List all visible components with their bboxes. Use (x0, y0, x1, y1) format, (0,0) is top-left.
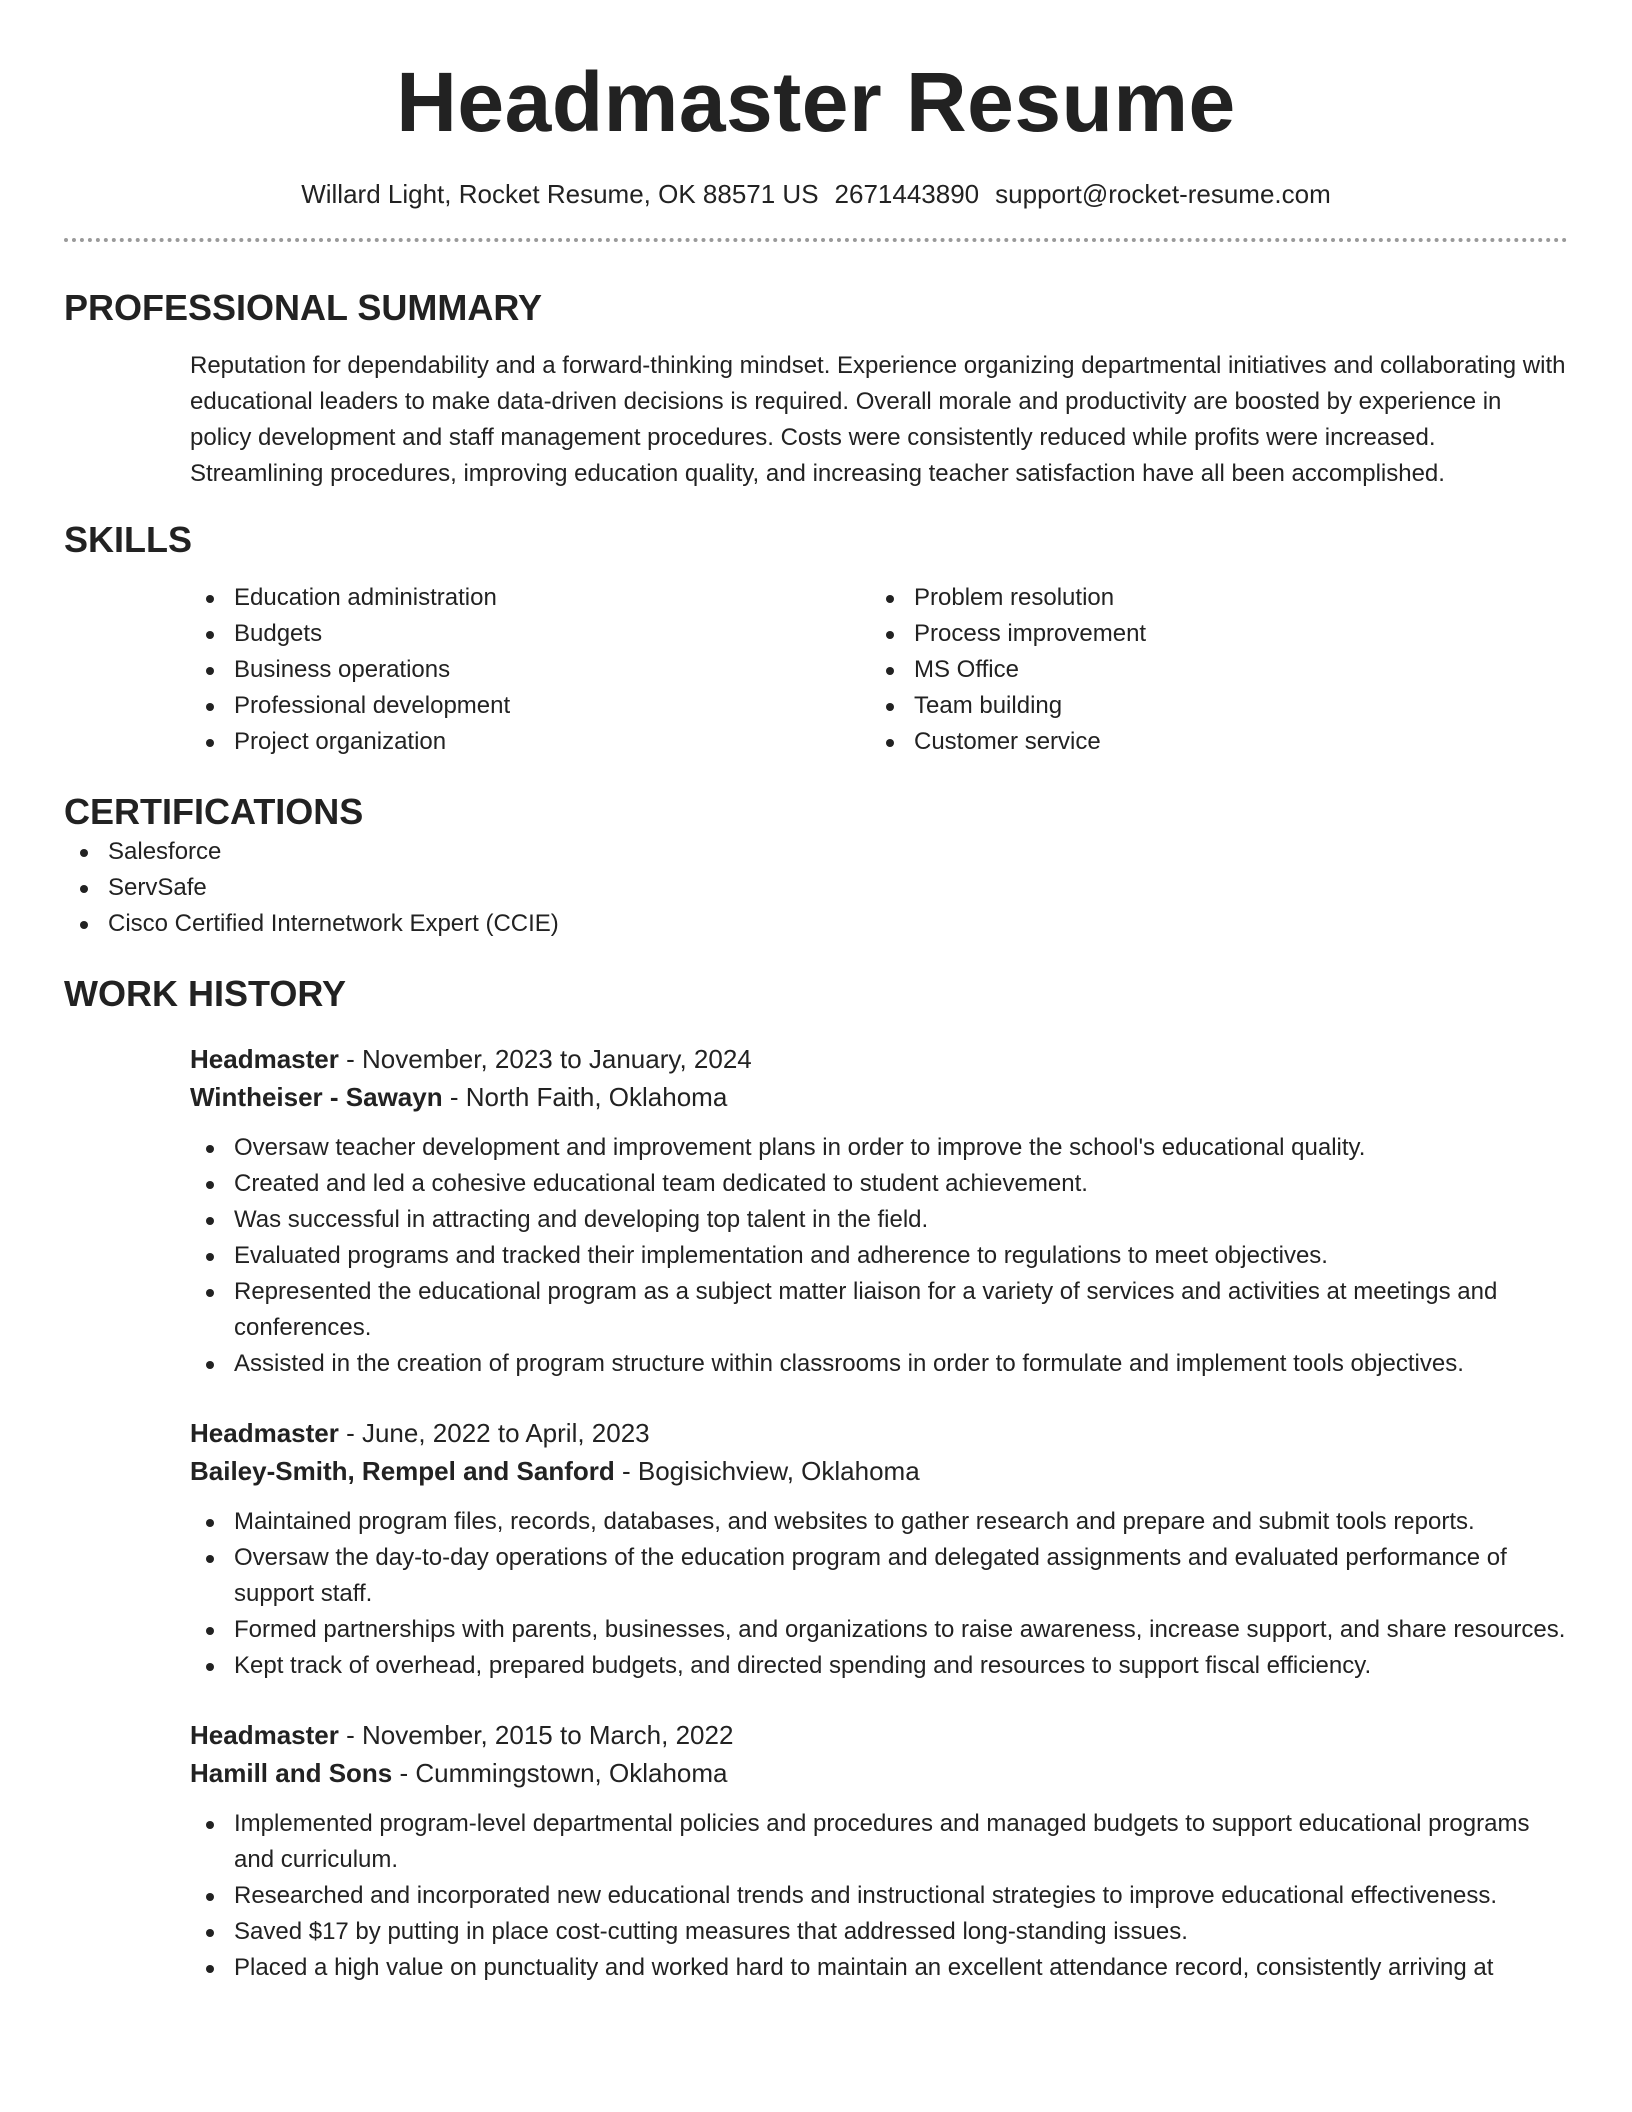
skill-item: Business operations (190, 652, 870, 688)
certifications-heading: CERTIFICATIONS (64, 791, 364, 832)
job-duty: Assisted in the creation of program structure within classrooms in order to formulate and implement tools objectives. (190, 1346, 1568, 1382)
job-duty: Implemented program-level departmental policies and procedures and managed budgets to support educational programs and curriculum. (190, 1806, 1568, 1878)
job-duty: Formed partnerships with parents, businesses, and organizations to raise awareness, increase support, and share resources. (190, 1612, 1568, 1648)
job-location: - Cummingstown, Oklahoma (392, 1758, 728, 1788)
job-location: - Bogisichview, Oklahoma (614, 1456, 920, 1486)
skill-item: Professional development (190, 688, 870, 724)
skill-item: Problem resolution (870, 580, 1550, 616)
skill-item: MS Office (870, 652, 1550, 688)
job-duty: Was successful in attracting and developing top talent in the field. (190, 1202, 1568, 1238)
job-duty: Created and led a cohesive educational team dedicated to student achievement. (190, 1166, 1568, 1202)
skill-item: Team building (870, 688, 1550, 724)
skill-item: Education administration (190, 580, 870, 616)
job-duty: Kept track of overhead, prepared budgets, and directed spending and resources to support fiscal efficiency. (190, 1648, 1568, 1684)
job-duty: Researched and incorporated new educational trends and instructional strategies to improve educational effectiveness. (190, 1878, 1568, 1914)
job-company-line (190, 1754, 1568, 1792)
job-company: Hamill and Sons (190, 1758, 393, 1788)
contact-phone: 2671443890 (834, 179, 980, 209)
header-divider (64, 238, 1568, 242)
job-title-line (190, 1040, 1568, 1078)
contact-line (64, 176, 1568, 212)
skills-columns (190, 580, 1568, 760)
skills-left-list (190, 580, 870, 760)
skill-item: Customer service (870, 724, 1550, 760)
job-entry (190, 1040, 1568, 1382)
certification-item: Salesforce (64, 834, 1568, 870)
job-entry (190, 1716, 1568, 1986)
summary-section (64, 286, 1568, 492)
resume-title: Headmaster Resume (396, 55, 1236, 149)
job-dates: - November, 2023 to January, 2024 (338, 1044, 752, 1074)
contact-email[interactable]: support@rocket-resume.com (995, 179, 1331, 209)
certification-item: ServSafe (64, 870, 1568, 906)
skill-item: Budgets (190, 616, 870, 652)
job-duty: Saved $17 by putting in place cost-cutting measures that addressed long-standing issues. (190, 1914, 1568, 1950)
job-duty: Oversaw the day-to-day operations of the education program and delegated assignments and evaluated performance of support staff. (190, 1540, 1568, 1612)
certification-item: Cisco Certified Internetwork Expert (CCIE) (64, 906, 1568, 942)
job-location: - North Faith, Oklahoma (442, 1082, 728, 1112)
summary-heading: PROFESSIONAL SUMMARY (64, 287, 543, 328)
job-duty: Oversaw teacher development and improvement plans in order to improve the school's educational quality. (190, 1130, 1568, 1166)
job-company-line (190, 1452, 1568, 1490)
work-history-section (64, 972, 1568, 1986)
job-duty: Maintained program files, records, databases, and websites to gather research and prepare and submit tools reports. (190, 1504, 1568, 1540)
skill-item: Project organization (190, 724, 870, 760)
work-history-heading: WORK HISTORY (64, 973, 347, 1014)
job-duty: Placed a high value on punctuality and worked hard to maintain an excellent attendance record, consistently arriving at (190, 1950, 1568, 1986)
skills-right-list (870, 580, 1550, 760)
job-duties-list (190, 1504, 1568, 1684)
job-duties-list (190, 1806, 1568, 1986)
job-duty: Evaluated programs and tracked their implementation and adherence to regulations to meet objectives. (190, 1238, 1568, 1274)
skills-heading: SKILLS (64, 519, 193, 560)
job-dates: - November, 2015 to March, 2022 (338, 1720, 734, 1750)
skills-section (64, 518, 1568, 760)
certifications-section (64, 790, 1568, 942)
job-company: Bailey-Smith, Rempel and Sanford (190, 1456, 615, 1486)
job-title-line (190, 1716, 1568, 1754)
job-title-line (190, 1414, 1568, 1452)
job-duty: Represented the educational program as a subject matter liaison for a variety of services and activities at meetings and conferences. (190, 1274, 1568, 1346)
contact-address: Willard Light, Rocket Resume, OK 88571 US (301, 179, 819, 209)
job-dates: - June, 2022 to April, 2023 (338, 1418, 650, 1448)
job-duties-list (190, 1130, 1568, 1382)
job-title: Headmaster (190, 1720, 339, 1750)
certifications-list (64, 834, 1568, 942)
summary-text: Reputation for dependability and a forward-thinking mindset. Experience organizing departmental initiatives and collaborating with educational leaders to make data-driven decisions is required. Overall morale and productivity are boosted by experience in policy development and staff management procedures. Costs were consistently reduced while profits were increased. Streamlining procedures, improving education quality, and increasing teacher satisfaction have all been accomplished. (190, 352, 1566, 487)
job-company: Wintheiser - Sawayn (190, 1082, 443, 1112)
job-company-line (190, 1078, 1568, 1116)
job-title: Headmaster (190, 1418, 339, 1448)
job-entry (190, 1414, 1568, 1684)
job-title: Headmaster (190, 1044, 339, 1074)
skill-item: Process improvement (870, 616, 1550, 652)
